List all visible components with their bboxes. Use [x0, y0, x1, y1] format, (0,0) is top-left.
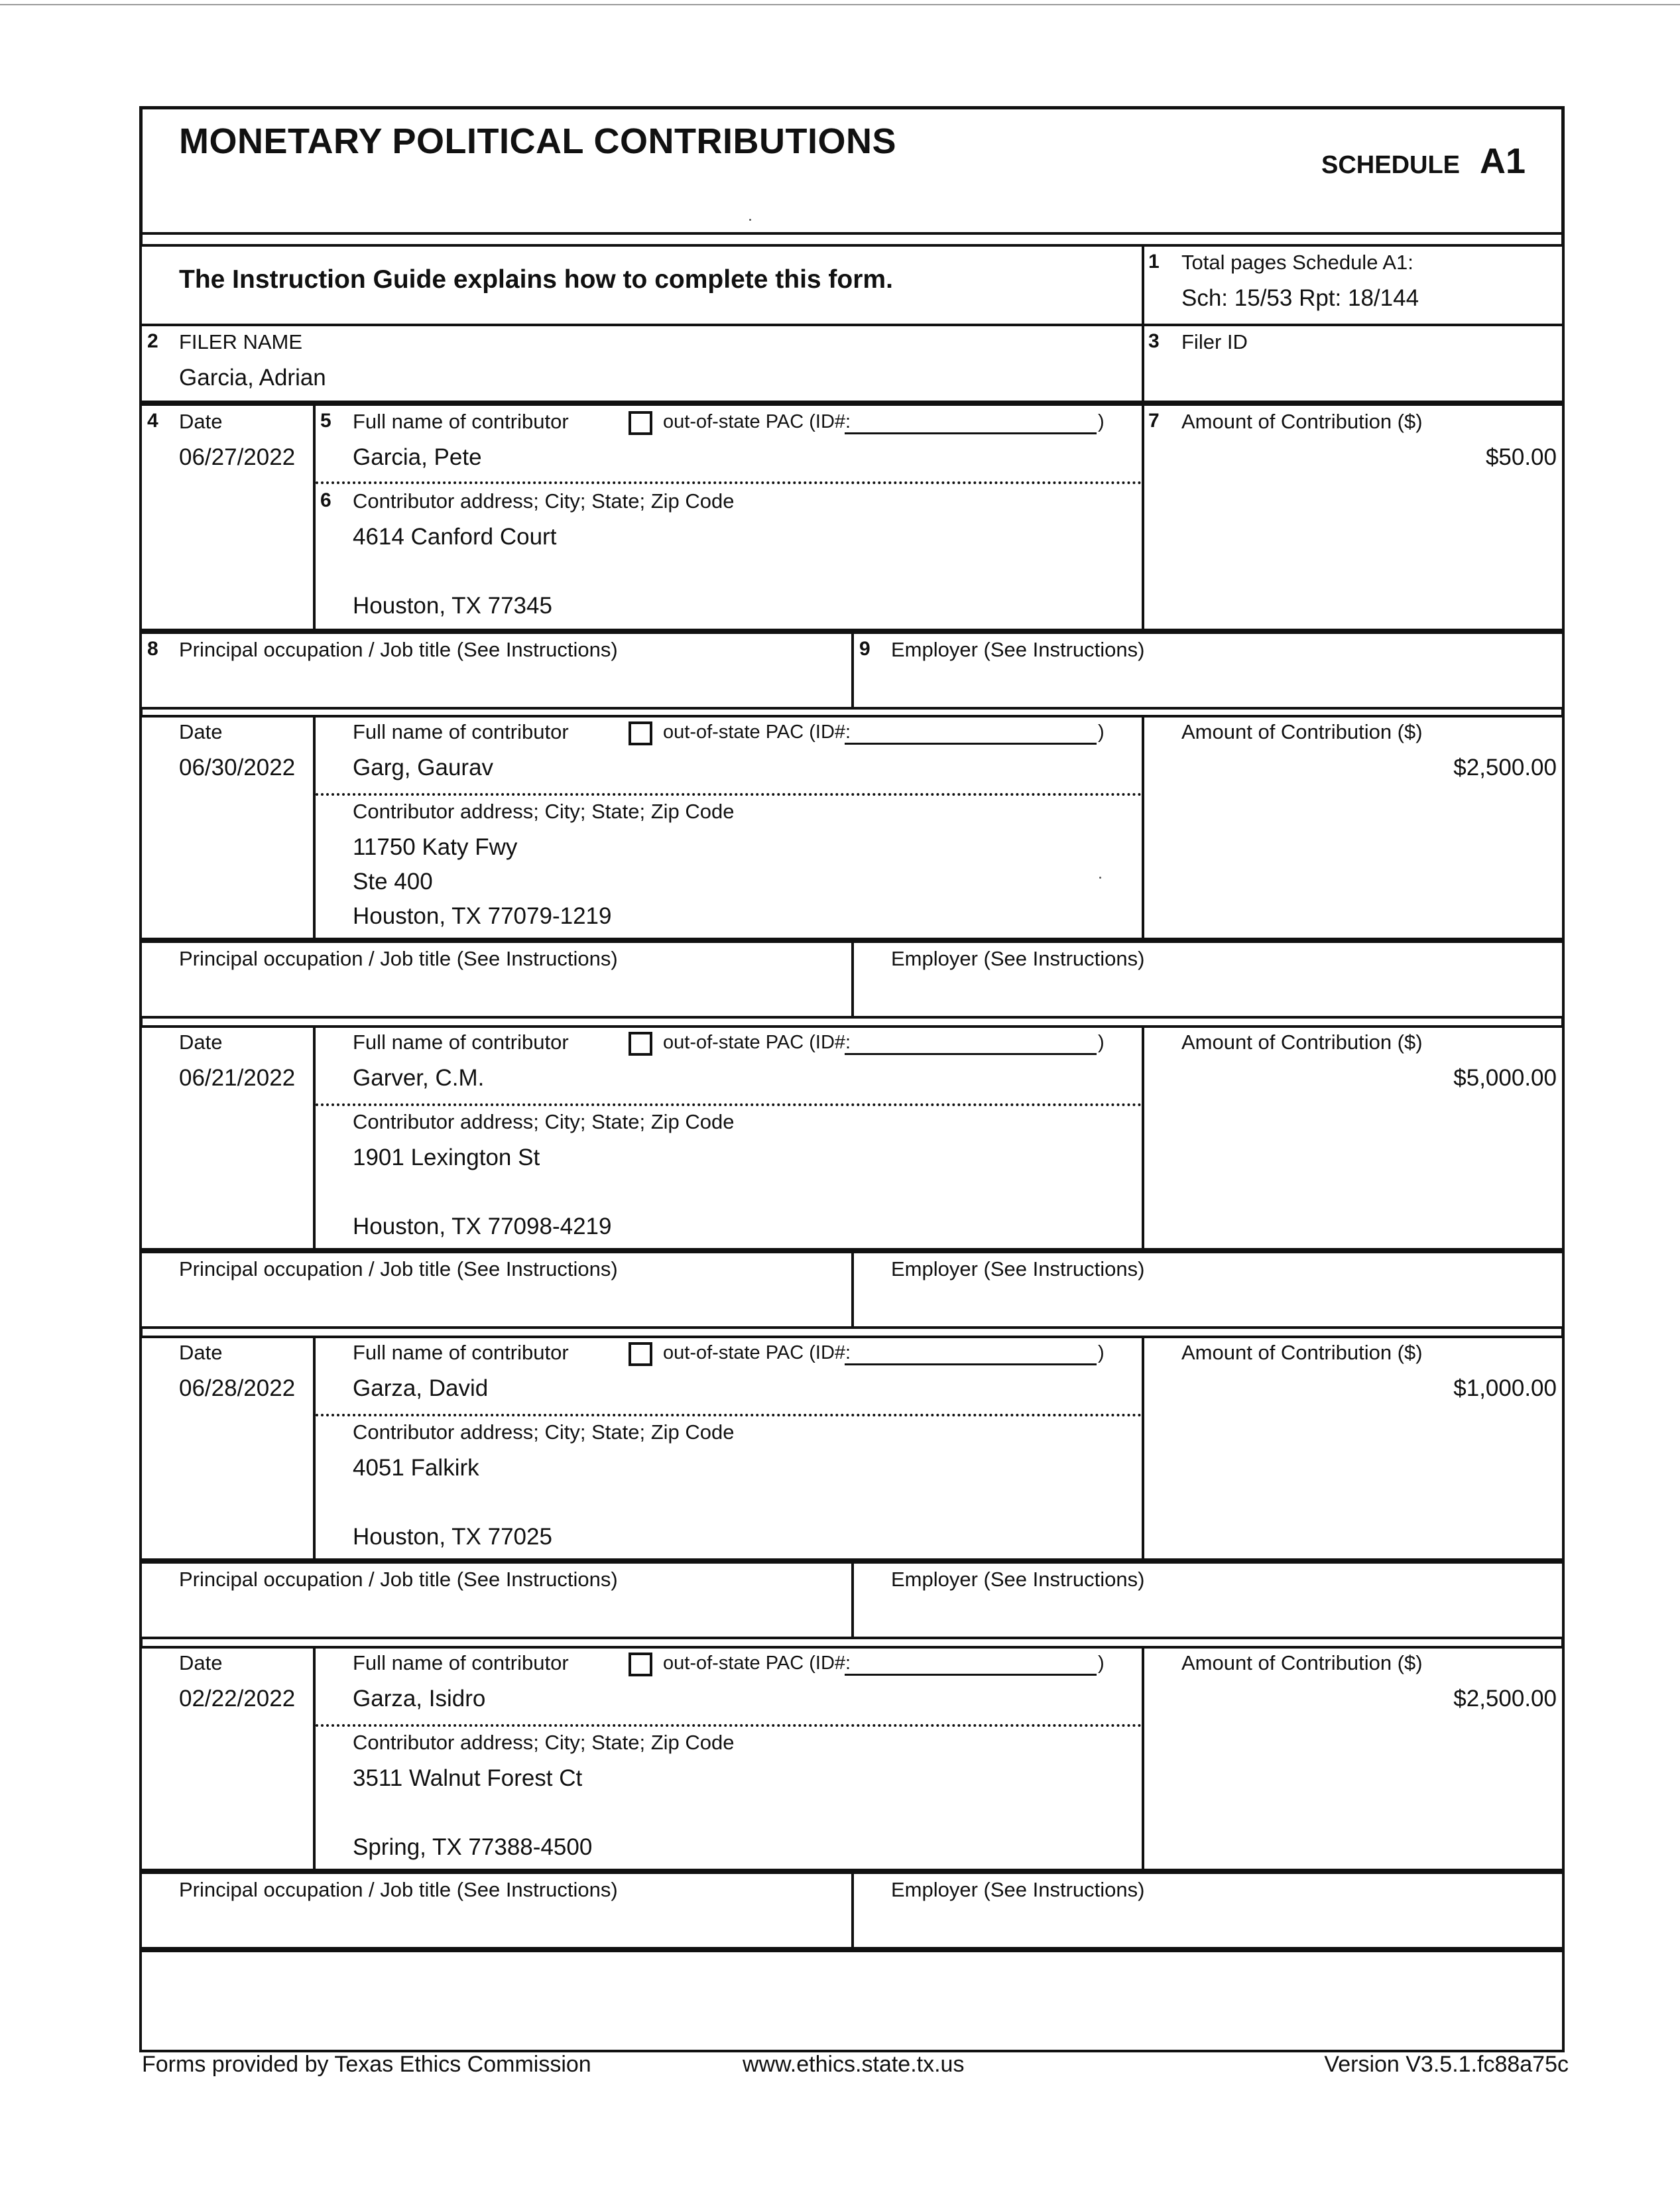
occupation-employer-divider	[851, 1871, 854, 1950]
contributor-name: Garza, Isidro	[353, 1686, 486, 1712]
total-pages-label: Total pages Schedule A1:	[1181, 251, 1413, 274]
amount-column-divider	[1142, 403, 1144, 631]
contribution-date: 06/30/2022	[179, 755, 296, 780]
name-address-divider	[316, 481, 1142, 484]
contribution-amount: $2,500.00	[1453, 755, 1557, 780]
pac-label: out-of-state PAC (ID#:	[663, 1653, 851, 1674]
schedule-code: A1	[1480, 141, 1526, 181]
address-line-3: Spring, TX 77388-4500	[353, 1834, 593, 1860]
out-of-state-pac-checkbox[interactable]	[629, 1032, 652, 1056]
amount-label: Amount of Contribution ($)	[1181, 1651, 1423, 1674]
pac-id-line[interactable]	[845, 1053, 1097, 1055]
contribution-date: 06/28/2022	[179, 1375, 296, 1401]
pac-id-line[interactable]	[845, 1363, 1097, 1365]
occupation-employer-divider	[851, 1251, 854, 1329]
name-address-divider	[316, 1724, 1142, 1727]
employer-label: Employer (See Instructions)	[891, 638, 1145, 661]
full-name-label: Full name of contributor	[353, 720, 569, 743]
occupation-employer-divider	[851, 631, 854, 710]
field-number-9: 9	[859, 638, 870, 660]
employer-label: Employer (See Instructions)	[891, 1878, 1145, 1901]
pac-label: out-of-state PAC (ID#:	[663, 411, 851, 432]
address-line-2: Ste 400	[353, 869, 433, 895]
name-address-divider	[316, 793, 1142, 796]
footer-source: Forms provided by Texas Ethics Commission	[142, 2052, 591, 2077]
occupation-label: Principal occupation / Job title (See Instructions)	[179, 1257, 618, 1280]
amount-column-divider	[1142, 1336, 1144, 1561]
occupation-label: Principal occupation / Job title (See Instructions)	[179, 1878, 618, 1901]
address-line-3: Houston, TX 77079-1219	[353, 903, 612, 929]
schedule-label: SCHEDULE	[1321, 151, 1461, 179]
address-line-1: 4051 Falkirk	[353, 1455, 479, 1481]
scan-speck	[1099, 877, 1101, 879]
occupation-label: Principal occupation / Job title (See Instructions)	[179, 1568, 618, 1591]
contribution-amount: $2,500.00	[1453, 1686, 1557, 1712]
out-of-state-pac-checkbox[interactable]	[629, 1342, 652, 1366]
instruction-text: The Instruction Guide explains how to complete this form.	[179, 265, 893, 294]
address-label: Contributor address; City; State; Zip Code	[353, 489, 735, 513]
contribution-date: 06/27/2022	[179, 444, 296, 470]
address-label: Contributor address; City; State; Zip Code	[353, 1420, 735, 1444]
full-name-label: Full name of contributor	[353, 1030, 569, 1054]
date-column-divider	[313, 1025, 316, 1251]
date-label: Date	[179, 720, 223, 743]
scan-speck	[749, 219, 751, 221]
pac-close: )	[1098, 1032, 1105, 1053]
contribution-amount: $5,000.00	[1453, 1065, 1557, 1091]
field-number-5: 5	[320, 410, 331, 432]
address-line-3: Houston, TX 77025	[353, 1524, 552, 1550]
pac-label: out-of-state PAC (ID#:	[663, 721, 851, 743]
employer-label: Employer (See Instructions)	[891, 1568, 1145, 1591]
full-name-label: Full name of contributor	[353, 1341, 569, 1364]
occupation-employer-divider	[851, 1561, 854, 1639]
contribution-amount: $50.00	[1485, 444, 1557, 470]
field-number-3: 3	[1148, 330, 1160, 352]
field-number-7: 7	[1148, 410, 1160, 432]
contributor-name: Garcia, Pete	[353, 444, 482, 470]
contribution-date: 06/21/2022	[179, 1065, 296, 1091]
address-line-1: 4614 Canford Court	[353, 524, 557, 550]
contribution-date: 02/22/2022	[179, 1686, 296, 1712]
name-address-divider	[316, 1103, 1142, 1106]
pac-label: out-of-state PAC (ID#:	[663, 1032, 851, 1053]
address-label: Contributor address; City; State; Zip Code	[353, 800, 735, 823]
amount-column-divider	[1142, 1025, 1144, 1251]
field-number-1: 1	[1148, 251, 1160, 273]
address-line-3: Houston, TX 77345	[353, 593, 552, 619]
out-of-state-pac-checkbox[interactable]	[629, 1653, 652, 1676]
occupation-employer-divider	[851, 940, 854, 1019]
pac-close: )	[1098, 1342, 1105, 1363]
contributor-name: Garver, C.M.	[353, 1065, 485, 1091]
out-of-state-pac-checkbox[interactable]	[629, 721, 652, 745]
filer-name-value: Garcia, Adrian	[179, 365, 326, 391]
pac-id-line[interactable]	[845, 743, 1097, 745]
full-name-label: Full name of contributor	[353, 1651, 569, 1674]
amount-label: Amount of Contribution ($)	[1181, 720, 1423, 743]
filer-name-label: FILER NAME	[179, 330, 303, 353]
address-label: Contributor address; City; State; Zip Code	[353, 1110, 735, 1133]
amount-column-divider	[1142, 1646, 1144, 1871]
out-of-state-pac-checkbox[interactable]	[629, 411, 652, 435]
date-label: Date	[179, 1030, 223, 1054]
contribution-amount: $1,000.00	[1453, 1375, 1557, 1401]
pac-close: )	[1098, 721, 1105, 743]
field-number-2: 2	[147, 330, 158, 352]
pac-id-line[interactable]	[845, 432, 1097, 434]
amount-label: Amount of Contribution ($)	[1181, 1030, 1423, 1054]
filer-id-label: Filer ID	[1181, 330, 1248, 353]
footer-website[interactable]: www.ethics.state.tx.us	[743, 2052, 965, 2077]
field-number-4: 4	[147, 410, 158, 432]
pac-id-line[interactable]	[845, 1674, 1097, 1676]
contributor-name: Garg, Gaurav	[353, 755, 494, 780]
occupation-label: Principal occupation / Job title (See Instructions)	[179, 947, 618, 970]
field-number-8: 8	[147, 638, 158, 660]
total-pages-value: Sch: 15/53 Rpt: 18/144	[1181, 285, 1419, 311]
pac-label: out-of-state PAC (ID#:	[663, 1342, 851, 1363]
date-label: Date	[179, 410, 223, 433]
full-name-label: Full name of contributor	[353, 410, 569, 433]
info-row-divider	[139, 324, 1565, 326]
amount-label: Amount of Contribution ($)	[1181, 1341, 1423, 1364]
date-column-divider	[313, 403, 316, 631]
blank-bottom-area	[139, 1950, 1565, 2052]
title-divider	[139, 232, 1565, 235]
pac-close: )	[1098, 1653, 1105, 1674]
top-scan-edge	[0, 4, 1680, 5]
date-column-divider	[313, 715, 316, 940]
pac-close: )	[1098, 411, 1105, 432]
form-title: MONETARY POLITICAL CONTRIBUTIONS	[179, 121, 896, 161]
address-label: Contributor address; City; State; Zip Code	[353, 1731, 735, 1754]
address-line-1: 1901 Lexington St	[353, 1145, 540, 1170]
employer-label: Employer (See Instructions)	[891, 1257, 1145, 1280]
amount-column-divider	[1142, 715, 1144, 940]
occupation-label: Principal occupation / Job title (See Instructions)	[179, 638, 618, 661]
date-column-divider	[313, 1646, 316, 1871]
employer-label: Employer (See Instructions)	[891, 947, 1145, 970]
address-line-3: Houston, TX 77098-4219	[353, 1214, 612, 1239]
contributor-name: Garza, David	[353, 1375, 489, 1401]
amount-label: Amount of Contribution ($)	[1181, 410, 1423, 433]
address-line-1: 3511 Walnut Forest Ct	[353, 1765, 583, 1791]
date-label: Date	[179, 1341, 223, 1364]
name-address-divider	[316, 1414, 1142, 1416]
date-label: Date	[179, 1651, 223, 1674]
footer-version: Version V3.5.1.fc88a75c	[1324, 2052, 1569, 2077]
date-column-divider	[313, 1336, 316, 1561]
address-line-1: 11750 Katy Fwy	[353, 834, 518, 860]
field-number-6: 6	[320, 489, 331, 511]
